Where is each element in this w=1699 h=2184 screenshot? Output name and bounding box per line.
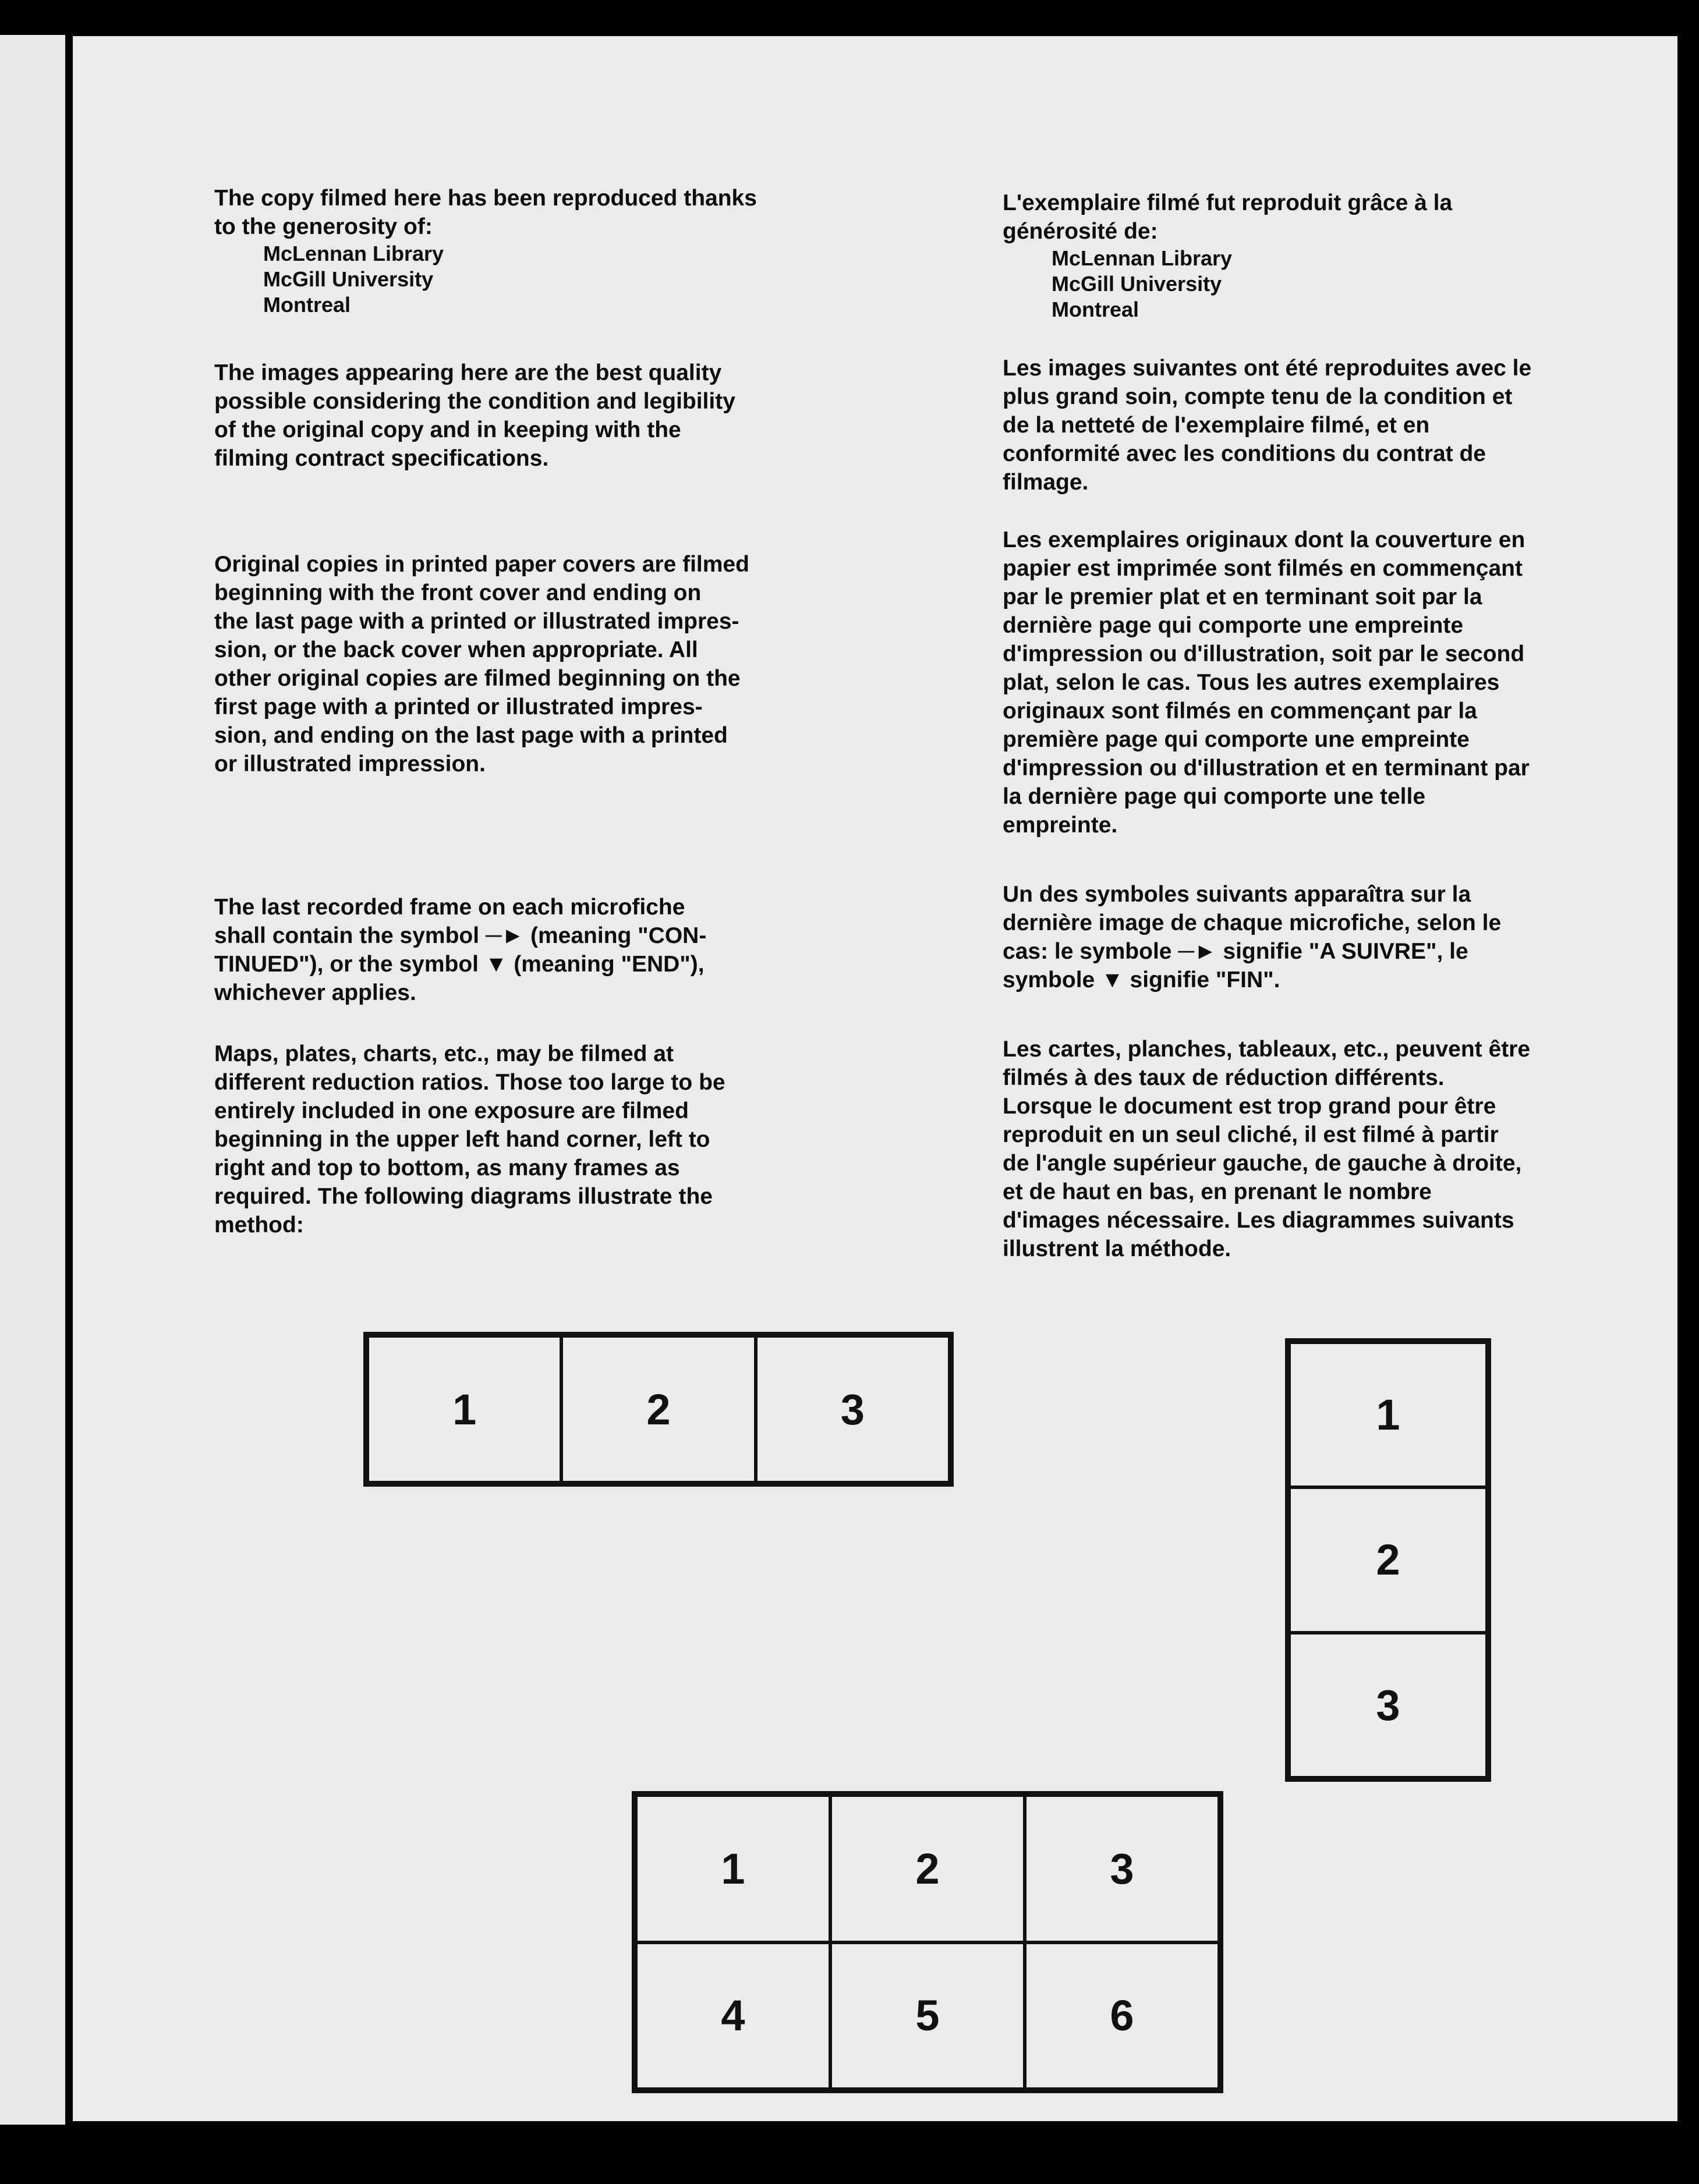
english-intro: The copy filmed here has been reproduced thanks to the generosity of: (214, 186, 757, 239)
scan-edge-strip (0, 35, 65, 2125)
frame-cell: 3 (1025, 1795, 1219, 1942)
french-paragraph-symbols: Un des symboles suivants apparaîtra sur la dernière image de chaque microfiche, selon le cas: le symbole ─► signifie "A SUIVRE", le symbole ▼ signifie "FIN". (1003, 882, 1502, 992)
english-paragraph-maps: Maps, plates, charts, etc., may be filmed at different reduction ratios. Those too large to be entirely included in one exposure are filmed beginning in the upper left hand corner, left to right and top to bottom, as many frames as required. The following diagrams illustrate the method: (214, 1041, 725, 1238)
frame-cell: 1 (367, 1336, 561, 1483)
diagram-horizontal-frames (363, 1332, 954, 1487)
english-paragraph-covers: Original copies in printed paper covers are filmed beginning with the front cover and ending on the last page with a printed or illustrated impres- sion, or the back cover when appropriate. All other original copies are filmed beginning on the first page with a printed or illustrated impres- sion, and ending on the last page with a printed or illustrated impression. (214, 552, 749, 777)
english-library-address: McLennan Library McGill University Montreal (263, 242, 444, 317)
frame-cell: 2 (561, 1336, 755, 1483)
english-paragraph-symbols: The last recorded frame on each microfiche shall contain the symbol ─► (meaning "CON- TINUED"), or the symbol ▼ (meaning "END"), whichever applies. (214, 895, 707, 1005)
french-column (1003, 189, 1699, 1263)
frame-cell: 3 (1289, 1633, 1487, 1778)
diagram-vertical-frames (1285, 1338, 1491, 1782)
english-paragraph-quality: The images appearing here are the best quality possible considering the condition and legibility of the original copy and in keeping with the filming contract specifications. (214, 360, 735, 471)
frame-cell: 2 (830, 1795, 1025, 1942)
french-paragraph-quality: Les images suivantes ont été reproduites avec le plus grand soin, compte tenu de la condition et de la netteté de l'exemplaire filmé, et en conformité avec les conditions du contrat de filmage. (1003, 356, 1532, 495)
french-paragraph-maps: Les cartes, planches, tableaux, etc., peuvent être filmés à des taux de réduction différents. Lorsque le document est trop grand pour être reproduit en un seul cliché, il est filmé à partir de l'angle supérieur gauche, de gauche à droite, et de haut en bas, en prenant le nombre d'images nécessaire. Les diagrammes suivants illustrent la méthode. (1003, 1037, 1531, 1261)
french-library-address: McLennan Library McGill University Montreal (1052, 246, 1233, 321)
diagram-grid-frames (632, 1791, 1223, 2093)
french-intro: L'exemplaire filmé fut reproduit grâce à la générosité de: (1003, 190, 1453, 244)
page (73, 36, 1677, 2121)
frame-cell: 5 (830, 1942, 1025, 2090)
frame-cell: 1 (636, 1795, 830, 1942)
frame-cell: 6 (1025, 1942, 1219, 2090)
frame-cell: 1 (1289, 1342, 1487, 1487)
frame-cell: 3 (756, 1336, 950, 1483)
frame-cell: 4 (636, 1942, 830, 2090)
french-paragraph-covers: Les exemplaires originaux dont la couverture en papier est imprimée sont filmés en commençant par le premier plat et en terminant soit par la dernière page qui comporte une empreinte d'impression ou d'illustration, soit par le second plat, selon le cas. Tous les autres exemplaires originaux sont filmés en commençant par la première page qui comporte une empreinte d'impression ou d'illustration et en terminant par la dernière page qui comporte une telle empreinte. (1003, 527, 1530, 838)
english-column (214, 184, 965, 1239)
frame-cell: 2 (1289, 1487, 1487, 1632)
